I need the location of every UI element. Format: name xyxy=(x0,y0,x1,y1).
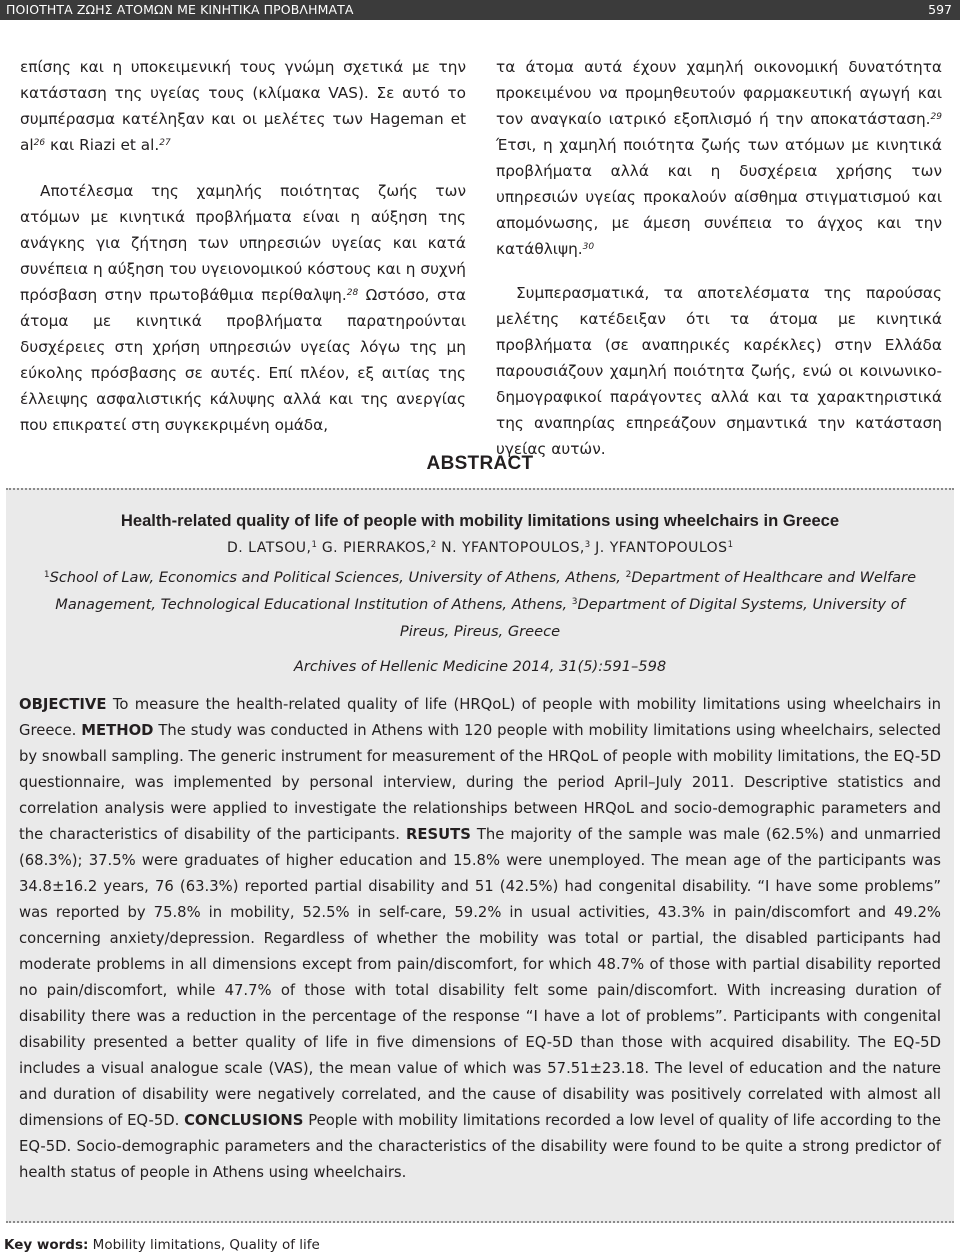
keywords-line xyxy=(4,1237,320,1253)
left-column xyxy=(20,54,466,438)
results-text: The majority of the sample was male (62.5%) and unmarried (68.3%); 37.5% were graduates of higher education and 15.8% were unemployed. The mean age of the participants was 34.8±16.2 years, 76 (63.3%) reported partial disability and 51 (42.5%) had congenital disability. “I have some problems” was reported by 75.8% in mobility, 52.5% in self-care, 59.2% in usual activities, 43.3% in pain/discomfort and 49.2% concerning anxiety/depression. Regardless of whether the mobility was total or partial, the disabled participants had moderate problems in all dimensions except from pain/discomfort, for which 48.7% of those with partial disability reported no pain/discomfort, while 47.7% of those with total disability felt some pain/discomfort. With increasing duration of disability there was a reduction in the percentage of the response “I have a lot of problems”. Participants with congenital disability presented a better quality of life in five dimensions of EQ-5D than those with acquired disability. The EQ-5D includes a visual analogue scale (VAS), the mean value of which was 57.51±23.18. The level of education and the nature and duration of disability were negatively correlated, and the cause of disability was positively correlated with almost all dimensions of EQ-5D. xyxy=(19,826,941,1129)
citation: 30 xyxy=(582,242,595,252)
right-paragraph-2: Συμπερασματικά, τα αποτελέσματα της παρούσας μελέτης κατέδειξαν ότι τα άτομα με κινητικά προβλήματα (σε αναπηρικές καρέκλες) στην Ελλάδα παρουσιάζουν χαμηλή ποιότητα ζωής, ενώ οι κοινωνικο-δημογραφικοί παράγοντες αλλά και τα χαρακτηριστικά της αναπηρίας επηρεάζουν σημαντικά την κατάσταση υγείας αυτών. xyxy=(496,284,942,458)
keywords-text: Mobility limitations, Quality of life xyxy=(88,1237,320,1253)
citation: 27 xyxy=(159,138,171,148)
abstract-heading: ABSTRACT xyxy=(426,453,534,474)
objective-text: To measure the health-related quality of life (HRQoL) of people with mobility limitations using wheelchairs in Greece. xyxy=(19,696,941,739)
journal-citation: Archives of Hellenic Medicine 2014, 31(5):591–598 xyxy=(293,658,667,675)
method-label: METHOD xyxy=(81,722,154,739)
left-paragraph-1: επίσης και η υποκειμενική τους γνώμη σχετικά με την κατάσταση της υγείας τους (κλίμακα VAS). Σε αυτό το συμπέρασμα κατέληξαν και οι μελέτες των Hageman et $al^{26}$ και Riazi et al.$^{27}$ xyxy=(20,58,466,154)
left-paragraph-2: Αποτέλεσμα της χαμηλής ποιότητας ζωής των ατόμων με κινητικά προβλήματα είναι η αύξηση της ανάγκης για ζήτηση των υπηρεσιών υγείας και κατά συνέπεια η αύξηση του υγειονομικού κόστους και η συχνή πρόσβαση στην πρωτοβάθμια περίθαλψη.$^{28}$ Ωστόσο, στα άτομα με κινητικά προβλήματα παρατηρούνται δυσχέρειες στη χρήση υπηρεσιών υγείας λόγω της μη εύκολης πρόσβασης σε αυτές. Επί πλέον, εξ αιτίας της έλλειψης ασφαλιστικής κάλυψης αλλά και της ανεργίας που επικρατεί στη συγκεκριμένη ομάδα, xyxy=(20,182,466,434)
author: G. PIERRAKOS, xyxy=(316,540,431,556)
citation: 28 xyxy=(346,288,359,298)
running-title: ΠΟΙΟΤΗΤΑ ΖΩΗΣ ΑΤΟΜΩΝ ΜΕ ΚΙΝΗΤΙΚΑ ΠΡΟΒΛΗΜΑΤΑ xyxy=(6,2,354,17)
results-label: RESUTS xyxy=(405,826,471,843)
abstract-affiliations: $^1$School of Law, Economics and Political Sciences, University of Athens, Athens, $^2$Department of Healthcare and Welfare Management, Technological Educational Institution of Athens, Athens, $^3$Department of Digital Systems, University of Pireus, Pireus, Greece xyxy=(43,569,917,640)
right-paragraph-1: τα άτομα αυτά έχουν χαμηλή οικονομική δυνατότητα προκειμένου να προμηθευτούν φαρμακευτική αγωγή και τον αναγκαίο ιατρικό εξοπλισμό ή την αποκατάσταση.$^{29}$ Έτσι, η χαμηλή ποιότητα ζωής των ατόμων με κινητικά προβλήματα αλλά και η δυσχέρεια χρήσης των υπηρεσιών υγείας προκαλούν αίσθημα στιγματισμού και απομόνωσης, με άμεση συνέπεια το άγχος και την κατάθλιψη.$^{30}$ xyxy=(496,58,942,258)
abstract-title: Health-related quality of life of people with mobility limitations using wheelchairs in Greece xyxy=(120,511,840,530)
conclusions-text: People with mobility limitations recorded a low level of quality of life according to the EQ-5D. Socio-demographic parameters and the characteristics of the disability were found to be quite a strong predictor of health status of people in Athens using wheelchairs. xyxy=(19,1112,941,1181)
objective-label: OBJECTIVE xyxy=(19,696,107,713)
author: J. YFANTOPOULOS xyxy=(590,540,728,556)
citation: 29 xyxy=(930,112,942,122)
abstract-authors: D. LATSOU,$^1$ G. PIERRAKOS,$^2$ N. YFANTOPOULOS,$^3$ J. YFANTOPOULOS$^1$ xyxy=(227,540,733,556)
running-header xyxy=(0,0,960,20)
abstract-body xyxy=(19,692,941,1186)
citation: 26 xyxy=(33,138,46,148)
author: N. YFANTOPOULOS, xyxy=(436,540,585,556)
page-number: 597 xyxy=(928,2,952,17)
author: D. LATSOU, xyxy=(227,540,312,556)
right-column xyxy=(496,54,942,462)
conclusions-label: CONCLUSIONS xyxy=(184,1112,304,1129)
method-text: The study was conducted in Athens with 120 people with mobility limitations using wheelchairs, selected by snowball sampling. The generic instrument for measurement of the HRQoL of people with mobility limitations, the EQ-5D questionnaire, was implemented by personal interview, during the period April–July 2011. Descriptive statistics and correlation analysis were applied to investigate the relationships between HRQoL and socio-demographic parameters and the characteristics of disability of the participants. xyxy=(19,722,941,843)
keywords-label: Key words: xyxy=(4,1237,89,1253)
